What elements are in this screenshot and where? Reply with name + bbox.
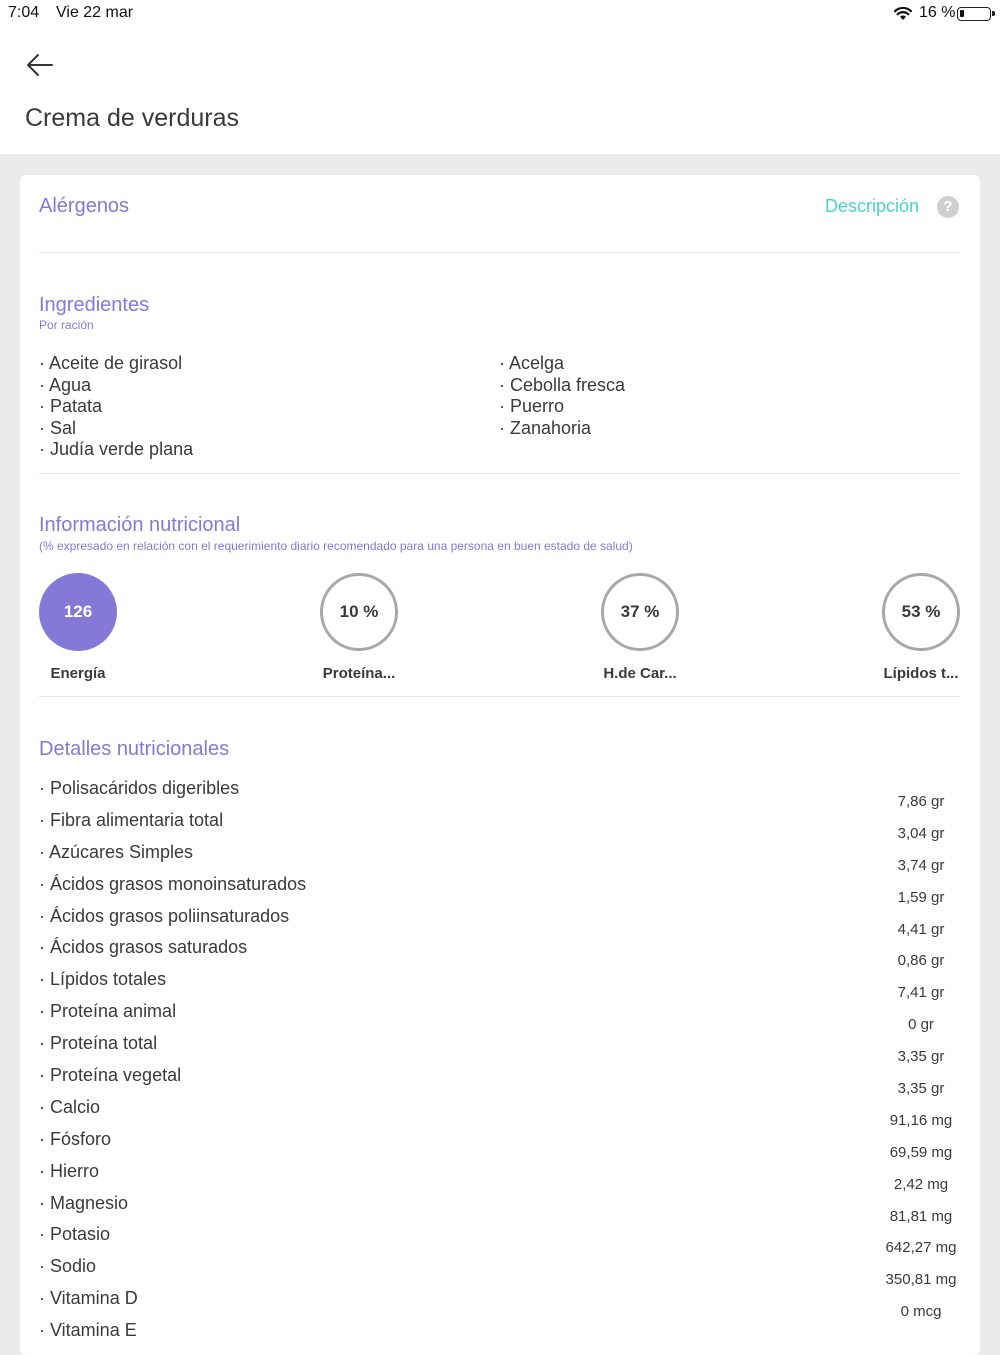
detail-value: 91,16 mg bbox=[889, 1111, 953, 1129]
detail-value: 0 mcg bbox=[900, 1303, 942, 1321]
nutrition-title: Información nutricional bbox=[39, 514, 241, 536]
detail-row bbox=[39, 874, 960, 906]
ingredient-item: · Acelga bbox=[499, 353, 565, 373]
detail-name: · Ácidos grasos monoinsaturados bbox=[39, 873, 307, 894]
detail-name: · Calcio bbox=[39, 1096, 101, 1117]
detail-row bbox=[39, 1161, 960, 1193]
detail-row bbox=[39, 1193, 960, 1225]
detail-value: 69,59 mg bbox=[889, 1143, 953, 1161]
detail-name: · Hierro bbox=[39, 1160, 100, 1181]
divider bbox=[39, 696, 960, 697]
page-title: Crema de verduras bbox=[25, 104, 239, 132]
detail-value: 3,04 gr bbox=[897, 824, 945, 842]
battery-percentage: 16 % bbox=[919, 4, 956, 21]
metric-carbs[interactable] bbox=[590, 573, 690, 682]
detail-name: · Ácidos grasos poliinsaturados bbox=[39, 905, 290, 926]
detail-name: · Magnesio bbox=[39, 1192, 129, 1213]
detail-value: 3,35 gr bbox=[897, 1048, 945, 1066]
detail-value: 350,81 mg bbox=[885, 1271, 957, 1289]
divider bbox=[39, 252, 960, 253]
detail-name: · Fósforo bbox=[39, 1128, 112, 1149]
detail-row bbox=[39, 1288, 960, 1320]
detail-name: · Lípidos totales bbox=[39, 969, 167, 990]
ingredient-item: · Aceite de girasol bbox=[39, 353, 183, 373]
detail-value: 7,86 gr bbox=[897, 793, 945, 810]
status-time: 7:04 bbox=[8, 4, 40, 21]
detail-value: 3,35 gr bbox=[897, 1080, 945, 1098]
detail-row bbox=[39, 969, 960, 1001]
battery-icon bbox=[957, 7, 991, 21]
detail-name: · Proteína animal bbox=[39, 1001, 177, 1022]
nutrition-details-list bbox=[39, 778, 960, 1352]
metric-protein[interactable] bbox=[309, 573, 409, 682]
wifi-icon bbox=[893, 5, 913, 21]
ingredient-item: · Cebolla fresca bbox=[499, 374, 626, 395]
detail-name: · Proteína total bbox=[39, 1033, 158, 1054]
detail-name: · Ácidos grasos saturados bbox=[39, 937, 248, 958]
detail-value: 81,81 mg bbox=[889, 1207, 953, 1225]
status-bar bbox=[0, 0, 1000, 26]
detail-row bbox=[39, 778, 960, 810]
status-date: Vie 22 mar bbox=[56, 4, 134, 21]
ingredient-item: · Agua bbox=[39, 374, 92, 395]
detail-row bbox=[39, 1033, 960, 1065]
description-link[interactable]: Descripción bbox=[825, 196, 920, 216]
arrow-left-icon bbox=[24, 50, 56, 82]
ingredient-item: · Zanahoria bbox=[499, 417, 592, 438]
detail-value: 3,74 gr bbox=[897, 856, 945, 874]
detail-name: · Proteína vegetal bbox=[39, 1065, 182, 1086]
details-title: Detalles nutricionales bbox=[39, 738, 230, 760]
allergens-title: Alérgenos bbox=[39, 195, 130, 217]
detail-row bbox=[39, 1224, 960, 1256]
detail-row bbox=[39, 1097, 960, 1129]
detail-row bbox=[39, 810, 960, 842]
ingredient-item: · Judía verde plana bbox=[39, 439, 194, 459]
detail-name: · Azúcares Simples bbox=[39, 841, 194, 862]
detail-name: · Vitamina D bbox=[39, 1288, 138, 1309]
detail-value: 0,86 gr bbox=[897, 952, 945, 970]
detail-row bbox=[39, 842, 960, 874]
detail-value: 4,41 gr bbox=[897, 920, 945, 938]
divider bbox=[39, 473, 960, 474]
detail-name: · Fibra alimentaria total bbox=[39, 809, 224, 830]
detail-value: 642,27 mg bbox=[885, 1239, 957, 1257]
ingredients-subtitle: Por ración bbox=[39, 318, 94, 332]
detail-name: · Potasio bbox=[39, 1224, 111, 1245]
metric-value: 53 % bbox=[882, 573, 960, 651]
metric-label: Lípidos t... bbox=[883, 665, 959, 682]
detail-row bbox=[39, 906, 960, 938]
ingredients-list-right bbox=[499, 353, 625, 439]
ingredient-item: · Sal bbox=[39, 417, 77, 438]
ingredient-item: · Patata bbox=[39, 396, 103, 416]
recipe-card bbox=[20, 175, 980, 1355]
top-bar bbox=[0, 0, 1000, 154]
detail-row bbox=[39, 1129, 960, 1161]
detail-row bbox=[39, 937, 960, 969]
metric-value: 37 % bbox=[601, 573, 679, 651]
detail-name: · Sodio bbox=[39, 1256, 97, 1277]
metric-value: 126 bbox=[39, 573, 117, 651]
metric-lipids[interactable] bbox=[871, 573, 971, 682]
detail-value: 2,42 mg bbox=[893, 1175, 949, 1193]
ingredients-title: Ingredientes bbox=[39, 294, 150, 316]
nutrition-note: (% expresado en relación con el requerimiento diario recomendado para una persona en buen estado de salud) bbox=[39, 539, 633, 553]
ingredient-item: · Puerro bbox=[499, 396, 565, 416]
detail-row bbox=[39, 1065, 960, 1097]
ingredients-list-left bbox=[39, 353, 193, 461]
metric-value: 10 % bbox=[320, 573, 398, 651]
metric-label: H.de Car... bbox=[603, 665, 677, 682]
metric-label: Energía bbox=[50, 665, 106, 682]
metric-label: Proteína... bbox=[322, 665, 396, 682]
detail-row bbox=[39, 1256, 960, 1288]
metric-energy[interactable] bbox=[28, 573, 128, 682]
back-button[interactable] bbox=[24, 50, 56, 82]
detail-value: 1,59 gr bbox=[897, 888, 945, 906]
detail-row bbox=[39, 1320, 960, 1352]
detail-value: 0 gr bbox=[908, 1016, 934, 1034]
detail-row bbox=[39, 1001, 960, 1033]
detail-value: 7,41 gr bbox=[897, 984, 945, 1002]
help-icon[interactable]: ? bbox=[937, 196, 959, 218]
detail-name: · Polisacáridos digeribles bbox=[39, 778, 240, 798]
detail-name: · Vitamina E bbox=[39, 1320, 137, 1341]
